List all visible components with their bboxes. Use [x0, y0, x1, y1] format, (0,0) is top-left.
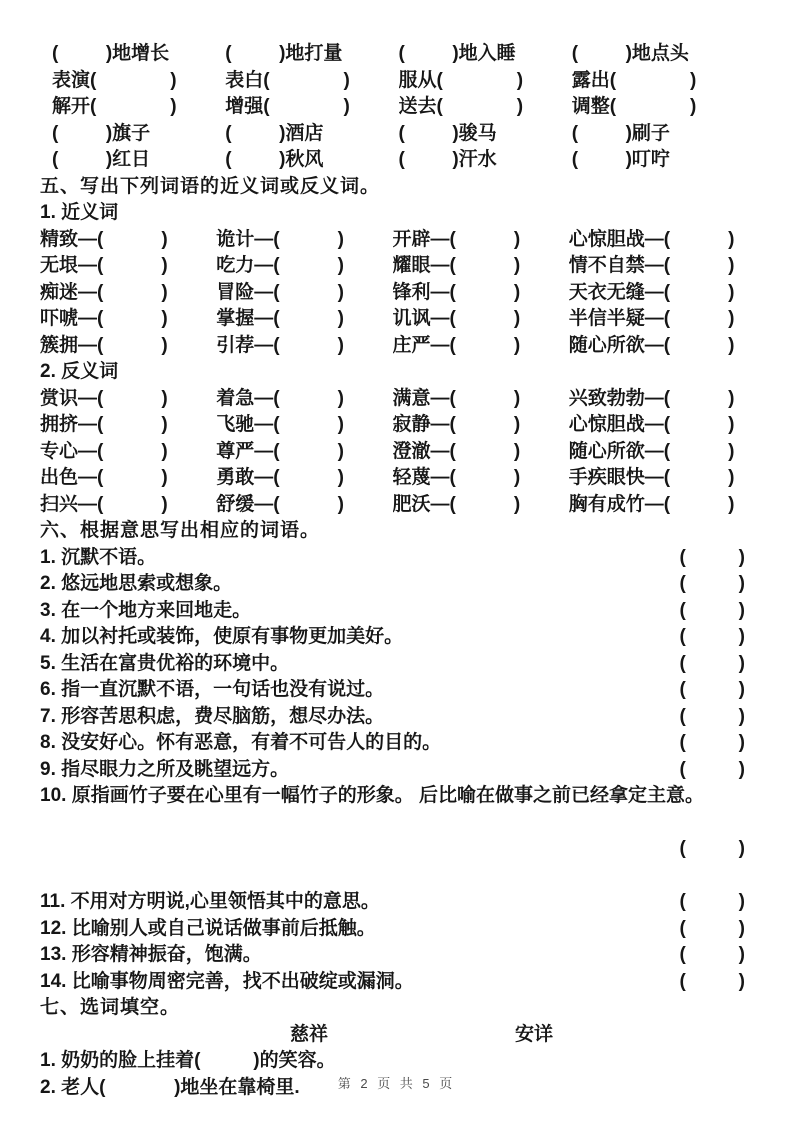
fill-blank-item: ( )旗子	[52, 122, 151, 144]
antonym-item: 轻蔑—( )	[392, 467, 521, 488]
fill-blank-item: ( )刷子	[571, 122, 670, 144]
word-option: 安详	[515, 1023, 554, 1045]
definition-text: 11. 不用对方明说,心里领悟其中的意思。	[40, 891, 380, 912]
definition-text: 3. 在一个地方来回地走。	[40, 599, 252, 621]
fill-blank-item: ( )红日	[52, 149, 151, 170]
antonym-item: 勇敢—( )	[216, 467, 344, 488]
antonym-row	[40, 386, 745, 413]
synonym-item: 痴迷—( )	[40, 281, 168, 303]
fill-blank-item: ( )汗水	[398, 149, 497, 170]
synonym-item: 随心所欲—( )	[568, 334, 735, 356]
antonym-item: 拥挤—( )	[40, 414, 168, 435]
definition-text: 9. 指尽眼力之所及眺望远方。	[40, 758, 290, 780]
antonym-item: 尊严—( )	[216, 440, 344, 462]
choose-word-item: 2. 老人( )地坐在靠椅里.	[40, 1076, 300, 1098]
synonym-item: 讥讽—( )	[392, 308, 521, 329]
definition-item	[40, 651, 745, 678]
definition-text: 12. 比喻别人或自己说话做事前后抵触。	[40, 917, 376, 939]
synonym-row	[40, 253, 745, 280]
antonym-item: 随心所欲—( )	[568, 440, 735, 462]
answer-blank: ( )	[679, 546, 745, 568]
definition-item	[40, 571, 745, 598]
antonym-item: 兴致勃勃—( )	[568, 387, 735, 409]
synonym-item: 庄严—( )	[392, 334, 521, 356]
answer-blank: ( )	[679, 626, 745, 647]
answer-blank: ( )	[679, 758, 745, 780]
antonym-item: 飞驰—( )	[216, 414, 344, 435]
answer-blank: ( )	[679, 705, 745, 727]
antonym-item: 扫兴—( )	[40, 493, 168, 515]
definition-text: 13. 形容精神振奋，饱满。	[40, 944, 262, 965]
antonym-row	[40, 492, 745, 519]
section6-title: 六、根据意思写出相应的词语。	[40, 520, 321, 541]
page-number: 第 2 页 共 5 页	[337, 1076, 456, 1091]
section7-title: 七、选词填空。	[40, 997, 181, 1018]
antonym-item: 赏识—( )	[40, 387, 168, 409]
fill-blank-block	[40, 41, 745, 174]
synonym-item: 簇拥—( )	[40, 334, 168, 356]
choose-word-item: 1. 奶奶的脸上挂着( )的笑容。	[40, 1050, 336, 1071]
synonym-item: 耀眼—( )	[392, 255, 521, 276]
synonym-row	[40, 227, 745, 254]
synonym-item: 半信半疑—( )	[568, 308, 735, 329]
definition-item	[40, 704, 745, 731]
definition-item	[40, 942, 745, 969]
antonym-item: 寂静—( )	[392, 414, 521, 435]
synonym-item: 吃力—( )	[216, 255, 344, 276]
fill-blank-item: ( )骏马	[398, 122, 497, 144]
answer-blank: ( )	[679, 652, 745, 674]
antonym-row	[40, 465, 745, 492]
fill-blank-item: 增强( )	[225, 96, 350, 117]
answer-blank: ( )	[679, 891, 745, 912]
fill-blank-row	[40, 68, 745, 95]
definition-text: 6. 指一直沉默不语，一句话也没有说过。	[40, 679, 385, 700]
synonym-item: 吓唬—( )	[40, 308, 168, 329]
fill-blank-item: ( )叮咛	[571, 149, 670, 170]
definition-item	[40, 677, 745, 704]
synonym-item: 无垠—( )	[40, 255, 168, 276]
fill-blank-item: ( )酒店	[225, 122, 324, 144]
definition-item	[40, 969, 745, 996]
antonym-item: 满意—( )	[392, 387, 521, 409]
definition-text: 7. 形容苦思积虑，费尽脑筋，想尽办法。	[40, 705, 385, 727]
definition-item	[40, 757, 745, 784]
definition-item	[40, 783, 745, 810]
definition-item	[40, 889, 745, 916]
fill-blank-item: 表演( )	[52, 69, 177, 91]
definition-text: 10. 原指画竹子要在心里有一幅竹子的形象。 后比喻在做事之前已经拿定主意。	[40, 785, 704, 806]
synonym-item: 情不自禁—( )	[568, 255, 735, 276]
fill-blank-item: ( )地打量	[225, 43, 343, 64]
definition-item	[40, 545, 745, 572]
answer-blank: ( )	[679, 599, 745, 621]
fill-blank-row	[40, 94, 745, 121]
synonym-item: 冒险—( )	[216, 281, 344, 303]
fill-blank-row	[40, 147, 745, 174]
antonym-item: 舒缓—( )	[216, 493, 344, 515]
word-options-row	[40, 1022, 745, 1049]
antonym-row	[40, 439, 745, 466]
definition-text: 4. 加以衬托或装饰，使原有事物更加美好。	[40, 626, 404, 647]
answer-blank: ( )	[679, 838, 745, 859]
definition-text: 8. 没安好心。怀有恶意，有着不可告人的目的。	[40, 732, 442, 753]
fill-blank-item: 解开( )	[52, 96, 177, 117]
synonyms-label: 1. 近义词	[40, 202, 119, 223]
fill-blank-row	[40, 41, 745, 68]
definition-item	[40, 624, 745, 651]
fill-blank-row	[40, 121, 745, 148]
fill-blank-item: 露出( )	[571, 69, 697, 91]
antonym-row	[40, 412, 745, 439]
antonym-item: 肥沃—( )	[392, 493, 521, 515]
fill-blank-item: 调整( )	[571, 96, 697, 117]
section5-title: 五、写出下列词语的近义词或反义词。	[40, 175, 381, 197]
answer-blank: ( )	[679, 970, 745, 992]
answer-blank: ( )	[679, 679, 745, 700]
answer-blank: ( )	[679, 944, 745, 965]
definition-item-continued	[40, 810, 745, 890]
answer-blank: ( )	[679, 732, 745, 753]
antonyms-label: 2. 反义词	[40, 361, 119, 382]
synonym-row	[40, 306, 745, 333]
answer-blank: ( )	[679, 573, 745, 594]
definition-item	[40, 598, 745, 625]
synonym-row	[40, 333, 745, 360]
antonym-item: 澄澈—( )	[392, 440, 521, 462]
definition-text: 1. 沉默不语。	[40, 546, 157, 568]
fill-blank-item: 表白( )	[225, 69, 350, 91]
definition-item	[40, 916, 745, 943]
definition-text: 5. 生活在富贵优裕的环境中。	[40, 652, 290, 674]
fill-blank-item: ( )秋风	[225, 149, 324, 170]
definition-text: 14. 比喻事物周密完善，找不出破绽或漏洞。	[40, 970, 414, 992]
antonym-item: 着急—( )	[216, 387, 344, 409]
definition-text: 2. 悠远地思索或想象。	[40, 573, 233, 594]
definition-item	[40, 730, 745, 757]
fill-blank-item: ( )地增长	[52, 43, 170, 64]
word-option: 慈祥	[290, 1023, 329, 1045]
answer-blank: ( )	[679, 917, 745, 939]
synonym-item: 开辟—( )	[392, 228, 521, 250]
antonym-item: 手疾眼快—( )	[568, 467, 735, 488]
fill-blank-item: 服从( )	[398, 69, 524, 91]
fill-blank-item: ( )地点头	[571, 43, 689, 64]
fill-blank-item: 送去( )	[398, 96, 524, 117]
antonym-item: 心惊胆战—( )	[568, 414, 735, 435]
synonym-item: 掌握—( )	[216, 308, 344, 329]
synonym-item: 锋利—( )	[392, 281, 521, 303]
fill-blank-item: ( )地入睡	[398, 43, 516, 64]
synonym-item: 精致—( )	[40, 228, 168, 250]
synonym-row	[40, 280, 745, 307]
synonym-item: 天衣无缝—( )	[568, 281, 735, 303]
synonym-item: 诡计—( )	[216, 228, 344, 250]
synonym-item: 引荐—( )	[216, 334, 344, 356]
synonym-item: 心惊胆战—( )	[568, 228, 735, 250]
antonym-item: 专心—( )	[40, 440, 168, 462]
antonym-item: 胸有成竹—( )	[568, 493, 735, 515]
antonym-item: 出色—( )	[40, 467, 168, 488]
